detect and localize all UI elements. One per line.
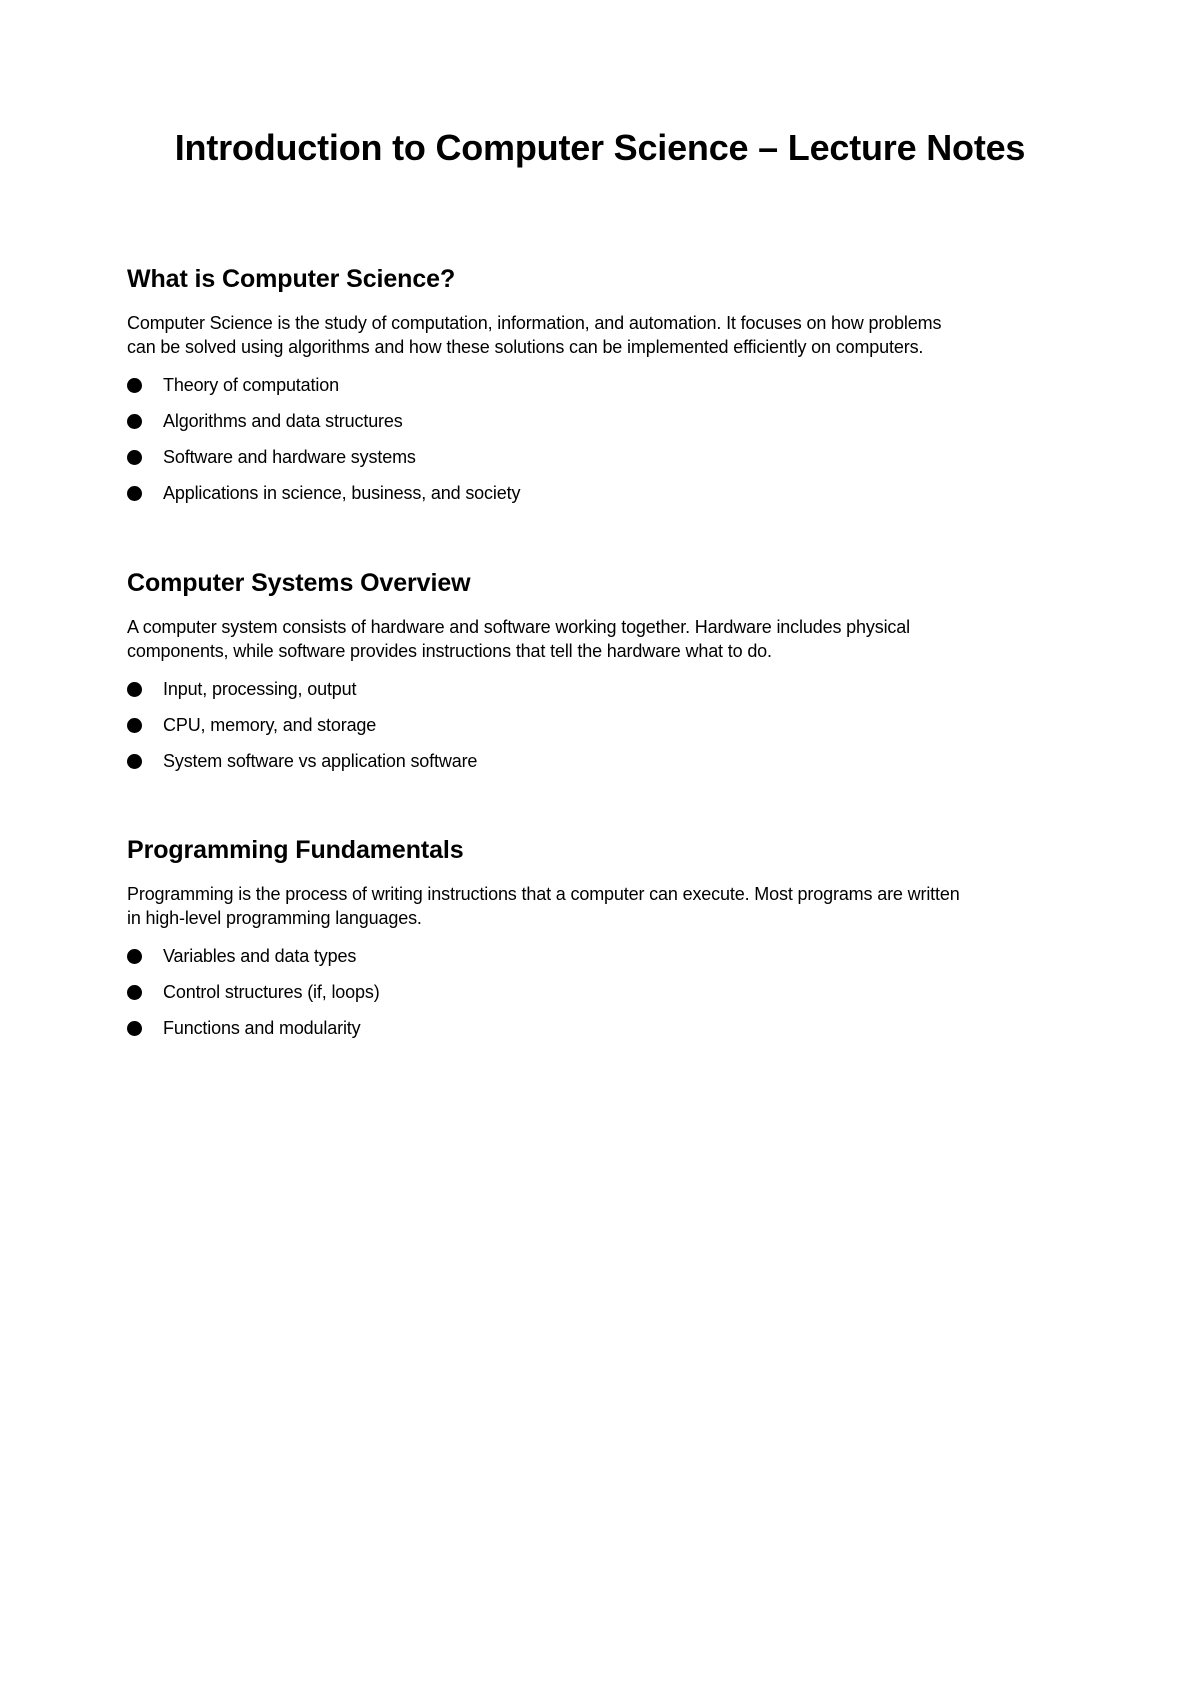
- list-item-text: Functions and modularity: [163, 1017, 361, 1038]
- section-computer-systems-overview: [127, 567, 1087, 779]
- bullet-icon: [127, 450, 142, 465]
- bullet-icon: [127, 682, 142, 697]
- list-item: [127, 403, 1087, 439]
- list-item: [127, 938, 1087, 974]
- bullet-icon: [127, 985, 142, 1000]
- list-item-text: Theory of computation: [163, 374, 339, 395]
- bullet-icon: [127, 486, 142, 501]
- section-heading: Computer Systems Overview: [127, 569, 471, 597]
- list-item: [127, 1010, 1087, 1046]
- section-programming-fundamentals: [127, 834, 1087, 1046]
- section-paragraph: [127, 615, 1087, 663]
- paragraph-line: in high-level programming languages.: [127, 908, 422, 928]
- list-item-text: System software vs application software: [163, 750, 478, 771]
- list-item-text: CPU, memory, and storage: [163, 714, 377, 735]
- list-item-text: Applications in science, business, and society: [163, 482, 521, 503]
- paragraph-line: components, while software provides instructions that tell the hardware what to do.: [127, 641, 772, 661]
- section-heading: What is Computer Science?: [127, 265, 456, 293]
- bullet-icon: [127, 949, 142, 964]
- paragraph-line: can be solved using algorithms and how these solutions can be implemented efficiently on computers.: [127, 337, 924, 357]
- list-item: [127, 439, 1087, 475]
- list-item-text: Control structures (if, loops): [163, 981, 380, 1002]
- bullet-icon: [127, 718, 142, 733]
- paragraph-line: Programming is the process of writing instructions that a computer can execute. Most programs are written: [127, 884, 960, 904]
- list-item: [127, 743, 1087, 779]
- bullet-icon: [127, 414, 142, 429]
- bullet-icon: [127, 754, 142, 769]
- section-heading: Programming Fundamentals: [127, 836, 464, 864]
- bullet-icon: [127, 378, 142, 393]
- list-item-text: Input, processing, output: [163, 678, 357, 699]
- section-paragraph: [127, 882, 1087, 930]
- list-item: [127, 671, 1087, 707]
- list-item: [127, 707, 1087, 743]
- list-item: [127, 367, 1087, 403]
- list-item: [127, 475, 1087, 511]
- list-item-text: Software and hardware systems: [163, 446, 416, 467]
- bullet-icon: [127, 1021, 142, 1036]
- bullet-list: [127, 367, 1087, 511]
- page-title: Introduction to Computer Science – Lecture Notes: [174, 127, 1026, 168]
- list-item-text: Algorithms and data structures: [163, 410, 403, 431]
- section-what-is-computer-science: [127, 263, 1087, 511]
- paragraph-line: Computer Science is the study of computation, information, and automation. It focuses on how problems: [127, 313, 942, 333]
- section-paragraph: [127, 311, 1087, 359]
- list-item: [127, 974, 1087, 1010]
- bullet-list: [127, 671, 1087, 779]
- list-item-text: Variables and data types: [163, 945, 357, 966]
- bullet-list: [127, 938, 1087, 1046]
- paragraph-line: A computer system consists of hardware and software working together. Hardware includes physical: [127, 617, 910, 637]
